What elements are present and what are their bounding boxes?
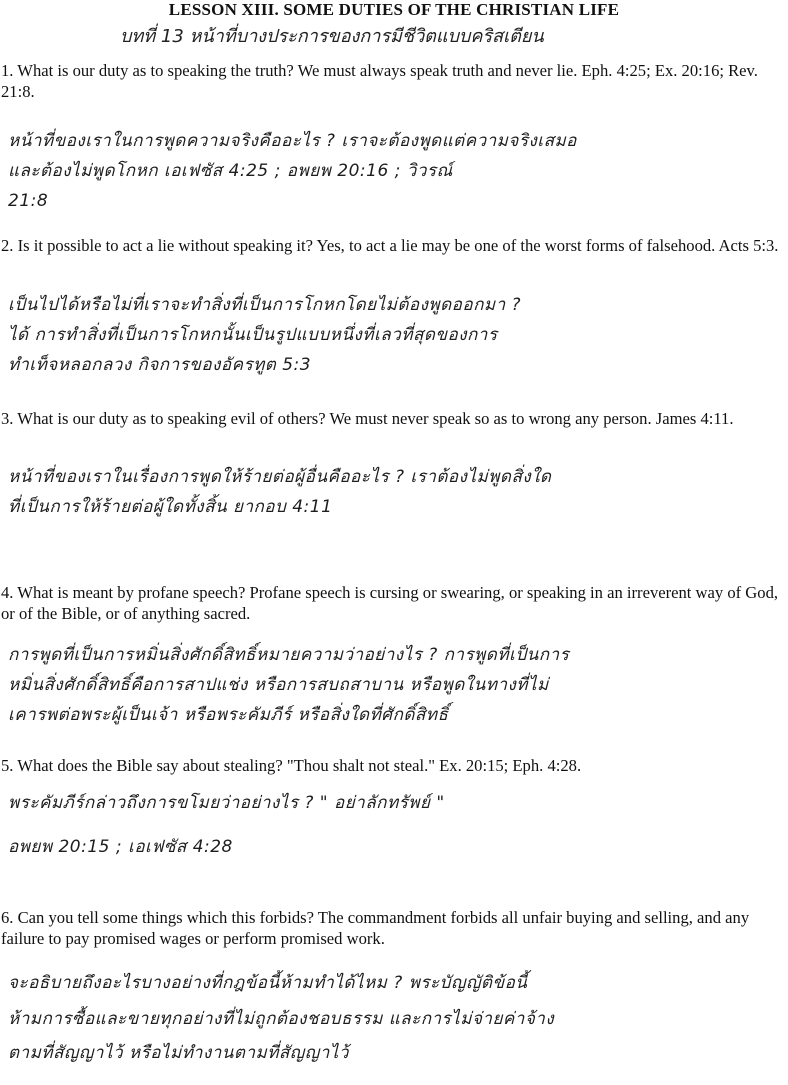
thai-line: เป็นไปได้หรือไม่ที่เราจะทำสิ่งที่เป็นการโกหกโดยไม่ต้องพูดออกมา ?	[8, 295, 522, 315]
thai-answer-5	[8, 788, 786, 862]
thai-answer-3	[8, 462, 786, 522]
thai-answer-6	[8, 968, 786, 1068]
thai-line: ทำเท็จหลอกลวง กิจการของอัครทูต 5:3	[8, 355, 312, 375]
question-6: 6. Can you tell some things which this forbids? The commandment forbids all unfair buying and selling, and any failure to pay promised wages or perform promised work.	[1, 908, 750, 948]
thai-line: 21:8	[8, 191, 49, 211]
question-5: 5. What does the Bible say about stealing? "Thou shalt not steal." Ex. 20:15; Eph. 4:28.	[1, 756, 582, 775]
thai-line: หมิ่นสิ่งศักดิ์สิทธิ์คือการสาปแช่ง หรือการสบถสาบาน หรือพูดในทางที่ไม่	[8, 675, 549, 695]
thai-answer-2	[8, 290, 786, 380]
thai-line: จะอธิบายถึงอะไรบางอย่างที่กฎข้อนี้ห้ามทำได้ไหม ? พระบัญญัติข้อนี้	[8, 973, 528, 993]
lesson-title: LESSON XIII. SOME DUTIES OF THE CHRISTIAN LIFE	[168, 0, 620, 19]
thai-line: การพูดที่เป็นการหมิ่นสิ่งศักดิ์สิทธิ์หมายความว่าอย่างไร ? การพูดที่เป็นการ	[8, 645, 570, 665]
thai-line: พระคัมภีร์กล่าวถึงการขโมยว่าอย่างไร ? " อย่าลักทรัพย์ "	[8, 793, 445, 813]
question-2: 2. Is it possible to act a lie without speaking it? Yes, to act a lie may be one of the worst forms of falsehood. Acts 5:3.	[1, 236, 779, 255]
thai-line: หน้าที่ของเราในการพูดความจริงคืออะไร ? เราจะต้องพูดแต่ความจริงเสมอ	[8, 131, 577, 151]
question-1: 1. What is our duty as to speaking the truth? We must always speak truth and never lie. Eph. 4:25; Ex. 20:16; Rev. 21:8.	[1, 61, 758, 101]
question-4: 4. What is meant by profane speech? Profane speech is cursing or swearing, or speaking in an irreverent way of God, or of the Bible, or of anything sacred.	[1, 583, 779, 623]
thai-line: หน้าที่ของเราในเรื่องการพูดให้ร้ายต่อผู้อื่นคืออะไร ? เราต้องไม่พูดสิ่งใด	[8, 467, 552, 487]
thai-line: ที่เป็นการให้ร้ายต่อผู้ใดทั้งสิ้น ยากอบ 4:11	[8, 497, 333, 517]
thai-line: เคารพต่อพระผู้เป็นเจ้า หรือพระคัมภีร์ หรือสิ่งใดที่ศักดิ์สิทธิ์	[8, 705, 449, 725]
thai-line: ได้ การทำสิ่งที่เป็นการโกหกนั้นเป็นรูปแบบหนึ่งที่เลวที่สุดของการ	[8, 325, 498, 345]
thai-line: ห้ามการซื้อและขายทุกอย่างที่ไม่ถูกต้องชอบธรรม และการไม่จ่ายค่าจ้าง	[8, 1009, 555, 1029]
thai-line: อพยพ 20:15 ; เอเฟซัส 4:28	[8, 837, 233, 857]
question-3: 3. What is our duty as to speaking evil of others? We must never speak so as to wrong any person. James 4:11.	[1, 409, 734, 428]
thai-line: ตามที่สัญญาไว้ หรือไม่ทำงานตามที่สัญญาไว้	[8, 1043, 349, 1063]
thai-line: และต้องไม่พูดโกหก เอเฟซัส 4:25 ; อพยพ 20:16 ; วิวรณ์	[8, 161, 453, 181]
thai-answer-1	[8, 126, 786, 216]
thai-lesson-title: บทที่ 13 หน้าที่บางประการของการมีชีวิตแบบคริสเตียน	[120, 26, 544, 47]
thai-answer-4	[8, 640, 786, 730]
